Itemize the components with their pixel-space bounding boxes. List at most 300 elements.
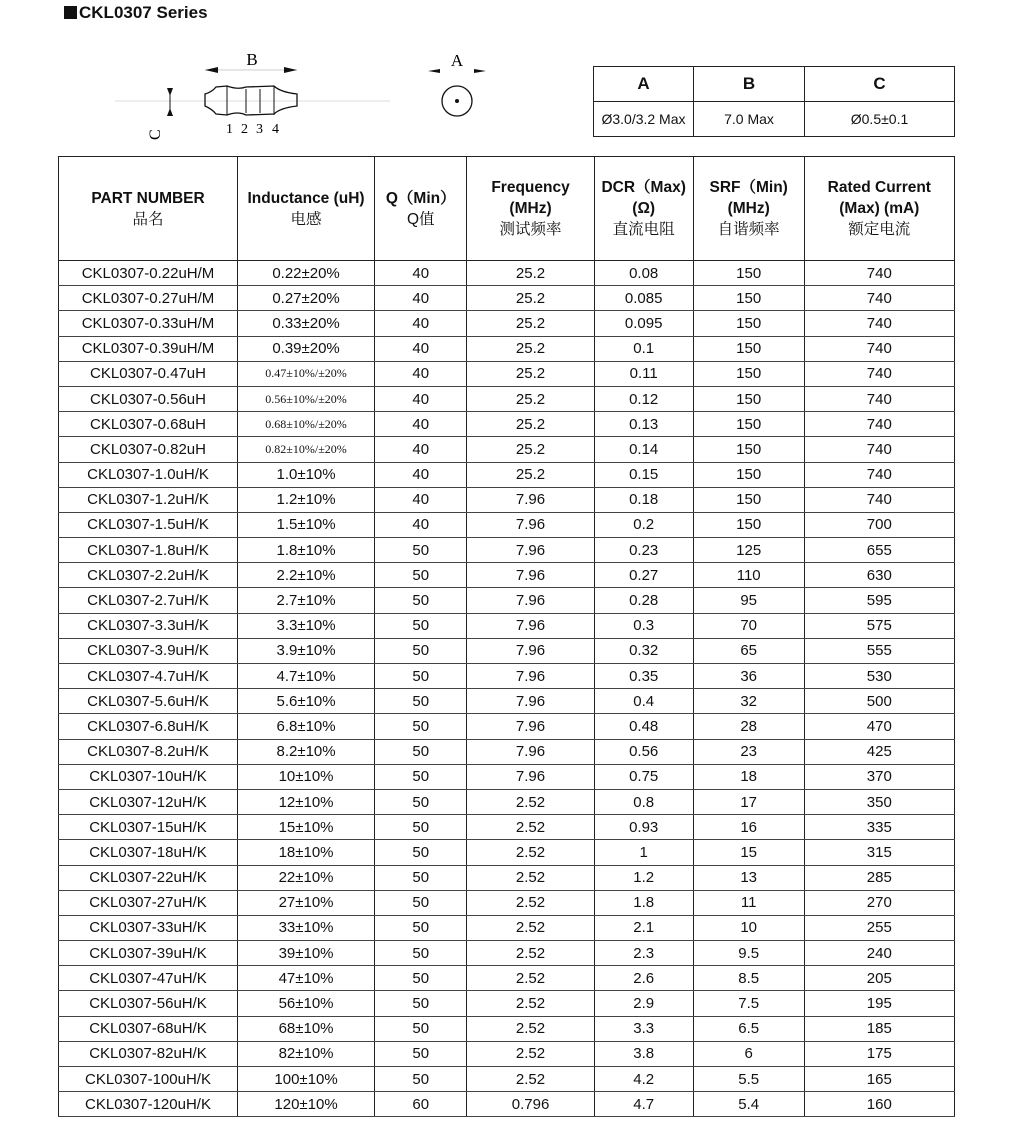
cell-srf: 6 [693,1041,804,1066]
header-rated-current-cn: 额定电流 [848,221,911,238]
cell-frequency: 25.2 [467,361,594,386]
header-frequency-en: Frequency [491,179,570,196]
cell-dcr: 0.3 [594,613,693,638]
table-row [59,412,955,437]
cell-dcr: 0.8 [594,789,693,814]
header-frequency-cn: 测试频率 [499,221,562,238]
cell-rated-current: 185 [804,1016,954,1041]
cell-dcr: 3.8 [594,1041,693,1066]
cell-inductance: 18±10% [238,840,375,865]
cell-rated-current: 285 [804,865,954,890]
cell-srf: 23 [693,739,804,764]
cell-srf: 7.5 [693,991,804,1016]
cell-q-min: 50 [375,991,467,1016]
cell-frequency: 2.52 [467,789,594,814]
cell-dcr: 2.3 [594,941,693,966]
cell-dcr: 0.12 [594,386,693,411]
cell-dcr: 0.4 [594,689,693,714]
cell-frequency: 2.52 [467,1067,594,1092]
cell-srf: 28 [693,714,804,739]
cell-rated-current: 315 [804,840,954,865]
header-dcr-cn: 直流电阻 [612,221,675,238]
cell-frequency: 7.96 [467,764,594,789]
header-srf [693,157,804,261]
header-inductance-cn: 电感 [290,210,322,228]
cell-dcr: 3.3 [594,1016,693,1041]
cell-srf: 150 [693,286,804,311]
cell-part-number: CKL0307-27uH/K [59,890,238,915]
cell-frequency: 2.52 [467,941,594,966]
label-a: A [450,51,464,70]
cell-inductance: 0.68±10%/±20% [238,412,375,437]
cell-part-number: CKL0307-56uH/K [59,991,238,1016]
cell-srf: 9.5 [693,941,804,966]
cell-srf: 110 [693,563,804,588]
cell-rated-current: 700 [804,512,954,537]
cell-q-min: 40 [375,437,467,462]
cell-srf: 17 [693,789,804,814]
cell-part-number: CKL0307-47uH/K [59,966,238,991]
cell-rated-current: 530 [804,664,954,689]
cell-srf: 15 [693,840,804,865]
cell-inductance: 39±10% [238,941,375,966]
cell-frequency: 7.96 [467,588,594,613]
label-c: C [147,129,164,140]
cell-dcr: 2.6 [594,966,693,991]
cell-srf: 150 [693,512,804,537]
cell-srf: 16 [693,815,804,840]
cell-rated-current: 205 [804,966,954,991]
cell-inductance: 1.0±10% [238,462,375,487]
cell-part-number: CKL0307-12uH/K [59,789,238,814]
table-row [59,890,955,915]
band-number: 4 [272,122,279,137]
cell-rated-current: 740 [804,361,954,386]
cell-part-number: CKL0307-1.0uH/K [59,462,238,487]
cell-inductance: 3.9±10% [238,638,375,663]
cell-dcr: 0.18 [594,487,693,512]
cell-rated-current: 470 [804,714,954,739]
cell-srf: 11 [693,890,804,915]
header-q-min [375,157,467,261]
table-row [59,336,955,361]
cell-dcr: 0.27 [594,563,693,588]
cell-rated-current: 270 [804,890,954,915]
cell-inductance: 120±10% [238,1092,375,1117]
cell-q-min: 40 [375,261,467,286]
series-title-text: CKL0307 Series [79,3,208,22]
cell-rated-current: 160 [804,1092,954,1117]
table-row [59,815,955,840]
cell-srf: 150 [693,361,804,386]
cell-rated-current: 740 [804,462,954,487]
cell-inductance: 56±10% [238,991,375,1016]
cell-q-min: 50 [375,613,467,638]
cell-q-min: 50 [375,815,467,840]
cell-part-number: CKL0307-0.27uH/M [59,286,238,311]
cell-dcr: 0.35 [594,664,693,689]
cell-frequency: 2.52 [467,840,594,865]
header-srf-cn: 自谐频率 [717,221,780,238]
cell-part-number: CKL0307-0.82uH [59,437,238,462]
cell-q-min: 50 [375,664,467,689]
cell-part-number: CKL0307-68uH/K [59,1016,238,1041]
cell-inductance: 47±10% [238,966,375,991]
table-row [59,991,955,1016]
table-row [59,764,955,789]
cell-dcr: 0.56 [594,739,693,764]
cell-q-min: 50 [375,915,467,940]
cell-frequency: 7.96 [467,538,594,563]
cell-inductance: 10±10% [238,764,375,789]
table-row [59,1067,955,1092]
inductor-dimension-drawing [100,40,500,150]
cell-inductance: 82±10% [238,1041,375,1066]
cell-part-number: CKL0307-1.5uH/K [59,512,238,537]
cell-frequency: 25.2 [467,336,594,361]
cell-part-number: CKL0307-0.56uH [59,386,238,411]
cell-inductance: 1.2±10% [238,487,375,512]
cell-part-number: CKL0307-2.7uH/K [59,588,238,613]
cell-dcr: 0.08 [594,261,693,286]
cell-rated-current: 255 [804,915,954,940]
cell-inductance: 0.56±10%/±20% [238,386,375,411]
table-row [59,538,955,563]
dim-header-b: B [694,67,805,102]
table-row [59,311,955,336]
series-title [64,3,208,23]
cell-dcr: 0.48 [594,714,693,739]
cell-q-min: 40 [375,311,467,336]
dim-value-b: 7.0 Max [694,102,805,137]
cell-rated-current: 335 [804,815,954,840]
cell-part-number: CKL0307-22uH/K [59,865,238,890]
cell-rated-current: 555 [804,638,954,663]
cell-frequency: 25.2 [467,286,594,311]
cell-part-number: CKL0307-4.7uH/K [59,664,238,689]
cell-frequency: 25.2 [467,311,594,336]
cell-inductance: 22±10% [238,865,375,890]
cell-inductance: 2.7±10% [238,588,375,613]
cell-inductance: 0.22±20% [238,261,375,286]
dim-value-a: Ø3.0/3.2 Max [594,102,694,137]
cell-srf: 32 [693,689,804,714]
cell-part-number: CKL0307-3.3uH/K [59,613,238,638]
cell-dcr: 0.15 [594,462,693,487]
header-dcr-en2: (Ω) [632,200,656,217]
cell-q-min: 40 [375,487,467,512]
cell-frequency: 2.52 [467,1016,594,1041]
header-dcr [594,157,693,261]
table-row [59,689,955,714]
cell-frequency: 2.52 [467,865,594,890]
cell-q-min: 40 [375,512,467,537]
header-frequency-en2: (MHz) [509,200,552,217]
cell-frequency: 25.2 [467,437,594,462]
cell-q-min: 40 [375,386,467,411]
cell-rated-current: 595 [804,588,954,613]
cell-rated-current: 195 [804,991,954,1016]
cell-frequency: 25.2 [467,386,594,411]
table-row [59,739,955,764]
cell-inductance: 33±10% [238,915,375,940]
cell-part-number: CKL0307-100uH/K [59,1067,238,1092]
table-row [59,462,955,487]
cell-frequency: 7.96 [467,512,594,537]
cell-dcr: 1 [594,840,693,865]
table-row [59,915,955,940]
table-row [59,563,955,588]
cell-q-min: 40 [375,336,467,361]
dim-header-a: A [594,67,694,102]
header-rated-current-en: Rated Current [827,179,931,196]
table-row [59,1016,955,1041]
label-b: B [246,50,258,69]
cell-q-min: 50 [375,689,467,714]
cell-srf: 5.5 [693,1067,804,1092]
cell-srf: 125 [693,538,804,563]
table-row [59,714,955,739]
cell-frequency: 7.96 [467,563,594,588]
cell-q-min: 50 [375,638,467,663]
cell-rated-current: 500 [804,689,954,714]
cell-part-number: CKL0307-0.33uH/M [59,311,238,336]
table-row [59,789,955,814]
cell-q-min: 40 [375,462,467,487]
cell-part-number: CKL0307-1.2uH/K [59,487,238,512]
cell-part-number: CKL0307-120uH/K [59,1092,238,1117]
cell-srf: 150 [693,487,804,512]
cell-dcr: 4.2 [594,1067,693,1092]
table-row [59,361,955,386]
table-row [59,286,955,311]
cell-inductance: 0.33±20% [238,311,375,336]
cell-part-number: CKL0307-8.2uH/K [59,739,238,764]
cell-inductance: 1.5±10% [238,512,375,537]
cell-dcr: 1.8 [594,890,693,915]
table-row [59,638,955,663]
cell-inductance: 5.6±10% [238,689,375,714]
cell-q-min: 50 [375,714,467,739]
cell-q-min: 50 [375,941,467,966]
cell-part-number: CKL0307-1.8uH/K [59,538,238,563]
cell-rated-current: 165 [804,1067,954,1092]
cell-frequency: 2.52 [467,915,594,940]
cell-srf: 150 [693,412,804,437]
cell-part-number: CKL0307-2.2uH/K [59,563,238,588]
cell-dcr: 0.11 [594,361,693,386]
header-part-number-en: PART NUMBER [91,189,205,207]
cell-q-min: 50 [375,588,467,613]
cell-dcr: 2.9 [594,991,693,1016]
cell-srf: 18 [693,764,804,789]
cell-dcr: 0.28 [594,588,693,613]
cell-inductance: 100±10% [238,1067,375,1092]
cell-rated-current: 740 [804,386,954,411]
cell-rated-current: 740 [804,286,954,311]
cell-part-number: CKL0307-10uH/K [59,764,238,789]
band-number: 3 [256,122,263,137]
cell-dcr: 0.1 [594,336,693,361]
band-number: 2 [241,122,248,137]
cell-rated-current: 740 [804,311,954,336]
cell-inductance: 68±10% [238,1016,375,1041]
cell-frequency: 7.96 [467,638,594,663]
cell-part-number: CKL0307-0.47uH [59,361,238,386]
cell-part-number: CKL0307-5.6uH/K [59,689,238,714]
cell-part-number: CKL0307-3.9uH/K [59,638,238,663]
header-inductance-en: Inductance (uH) [247,189,365,207]
cell-frequency: 25.2 [467,261,594,286]
header-q-min-cn: Q值 [406,210,435,228]
cell-frequency: 7.96 [467,664,594,689]
cell-q-min: 60 [375,1092,467,1117]
cell-frequency: 25.2 [467,412,594,437]
cell-part-number: CKL0307-82uH/K [59,1041,238,1066]
cell-rated-current: 740 [804,437,954,462]
cell-dcr: 0.2 [594,512,693,537]
cell-inductance: 0.27±20% [238,286,375,311]
header-srf-en2: (MHz) [727,200,770,217]
cell-frequency: 7.96 [467,714,594,739]
cell-srf: 10 [693,915,804,940]
header-rated-current [804,157,954,261]
cell-q-min: 40 [375,286,467,311]
table-row [59,613,955,638]
cell-part-number: CKL0307-15uH/K [59,815,238,840]
square-bullet-icon [64,6,77,19]
cell-q-min: 50 [375,966,467,991]
header-part-number [59,157,238,261]
cell-inductance: 6.8±10% [238,714,375,739]
table-row [59,261,955,286]
cell-inductance: 3.3±10% [238,613,375,638]
header-frequency [467,157,594,261]
cell-inductance: 2.2±10% [238,563,375,588]
header-q-min-en: Q（Min） [385,189,456,207]
cell-rated-current: 240 [804,941,954,966]
cell-srf: 6.5 [693,1016,804,1041]
cell-q-min: 40 [375,361,467,386]
cell-q-min: 50 [375,840,467,865]
dim-header-c: C [805,67,955,102]
cell-srf: 65 [693,638,804,663]
dim-value-c: Ø0.5±0.1 [805,102,955,137]
cell-srf: 95 [693,588,804,613]
table-row [59,865,955,890]
cell-srf: 150 [693,437,804,462]
cell-part-number: CKL0307-0.39uH/M [59,336,238,361]
specifications-table [58,156,955,1117]
cell-dcr: 0.32 [594,638,693,663]
cell-inductance: 4.7±10% [238,664,375,689]
cell-srf: 8.5 [693,966,804,991]
cell-q-min: 50 [375,1067,467,1092]
table-row [59,840,955,865]
cell-frequency: 25.2 [467,462,594,487]
cell-dcr: 4.7 [594,1092,693,1117]
cell-q-min: 50 [375,865,467,890]
cell-srf: 5.4 [693,1092,804,1117]
header-dcr-en: DCR（Max) [601,179,686,196]
cell-part-number: CKL0307-18uH/K [59,840,238,865]
cell-inductance: 0.47±10%/±20% [238,361,375,386]
cell-rated-current: 655 [804,538,954,563]
cell-rated-current: 425 [804,739,954,764]
cell-part-number: CKL0307-33uH/K [59,915,238,940]
cell-dcr: 0.23 [594,538,693,563]
cell-srf: 150 [693,261,804,286]
table-row [59,941,955,966]
cell-part-number: CKL0307-0.68uH [59,412,238,437]
cell-srf: 13 [693,865,804,890]
cell-srf: 150 [693,311,804,336]
cell-q-min: 50 [375,764,467,789]
cell-dcr: 0.14 [594,437,693,462]
cell-frequency: 2.52 [467,966,594,991]
cell-frequency: 2.52 [467,991,594,1016]
cell-inductance: 1.8±10% [238,538,375,563]
cell-dcr: 0.085 [594,286,693,311]
cell-frequency: 7.96 [467,613,594,638]
table-row [59,588,955,613]
cell-q-min: 50 [375,1041,467,1066]
table-row [59,437,955,462]
cell-frequency: 7.96 [467,487,594,512]
cell-dcr: 0.75 [594,764,693,789]
cell-frequency: 2.52 [467,815,594,840]
cell-rated-current: 740 [804,261,954,286]
cell-rated-current: 175 [804,1041,954,1066]
cell-srf: 150 [693,336,804,361]
cell-frequency: 2.52 [467,890,594,915]
dimensions-table [593,66,955,137]
cell-inductance: 8.2±10% [238,739,375,764]
cell-rated-current: 630 [804,563,954,588]
cell-part-number: CKL0307-0.22uH/M [59,261,238,286]
cell-inductance: 12±10% [238,789,375,814]
table-row [59,386,955,411]
header-inductance [238,157,375,261]
cell-part-number: CKL0307-6.8uH/K [59,714,238,739]
cell-inductance: 0.82±10%/±20% [238,437,375,462]
cell-inductance: 15±10% [238,815,375,840]
header-rated-current-en2: (Max) (mA) [839,200,920,217]
cell-dcr: 0.93 [594,815,693,840]
cell-srf: 36 [693,664,804,689]
cell-q-min: 50 [375,789,467,814]
table-row [59,487,955,512]
cell-q-min: 50 [375,563,467,588]
cell-srf: 150 [693,462,804,487]
cell-inductance: 27±10% [238,890,375,915]
cell-rated-current: 350 [804,789,954,814]
cell-srf: 70 [693,613,804,638]
band-number: 1 [226,122,233,137]
cell-dcr: 1.2 [594,865,693,890]
table-row [59,512,955,537]
cell-q-min: 40 [375,412,467,437]
cell-part-number: CKL0307-39uH/K [59,941,238,966]
cell-frequency: 7.96 [467,689,594,714]
cell-q-min: 50 [375,1016,467,1041]
cell-rated-current: 575 [804,613,954,638]
cell-q-min: 50 [375,739,467,764]
cell-frequency: 0.796 [467,1092,594,1117]
cell-rated-current: 370 [804,764,954,789]
cell-inductance: 0.39±20% [238,336,375,361]
cell-srf: 150 [693,386,804,411]
